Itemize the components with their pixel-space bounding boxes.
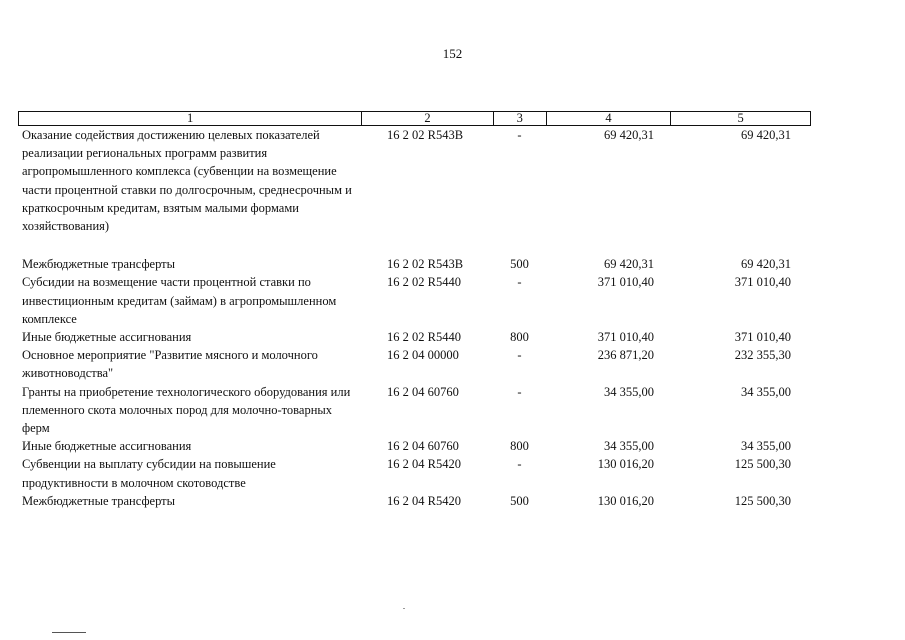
row-sum-1: 236 871,20 — [597, 348, 654, 363]
footer-rule — [52, 632, 86, 633]
row-sum-2: 69 420,31 — [741, 128, 791, 142]
row-sum-1: 34 355,00 — [604, 384, 654, 399]
table-row — [18, 126, 811, 235]
row-sum-1: 34 355,00 — [604, 439, 654, 454]
row-sum-2: 34 355,00 — [741, 439, 791, 454]
budget-table — [18, 111, 811, 510]
table-row — [18, 273, 811, 328]
row-code: 16 2 04 00000 — [387, 348, 459, 363]
table-row — [18, 328, 811, 346]
row-name: Основное мероприятие "Развитие мясного и молочного животноводства" — [22, 348, 318, 381]
table-header — [18, 111, 811, 126]
row-sum-1: 371 010,40 — [597, 330, 654, 345]
row-code: 16 2 04 R5420 — [387, 457, 461, 472]
row-name: Иные бюджетные ассигнования — [22, 439, 192, 454]
row-sum-2: 232 355,30 — [734, 348, 791, 363]
header-col-2: 2 — [361, 112, 493, 125]
row-code: 16 2 04 R5420 — [387, 493, 461, 508]
row-name: Межбюджетные трансферты — [22, 493, 176, 508]
row-sum-1: 69 420,31 — [604, 257, 654, 272]
row-type: - — [517, 384, 522, 399]
row-sum-1: 371 010,40 — [597, 275, 654, 290]
page-number: 152 — [442, 46, 463, 61]
row-sum-2: 34 355,00 — [741, 384, 791, 399]
row-name: Оказание содействия достижению целевых показателей реализации региональных программ развития агропромышленного комплекса (субвенции на возмещение части процентной ставки по долгосрочным, среднесрочным и краткосрочным кредитам, взятым малыми формами хозяйствования) — [22, 128, 352, 234]
row-name: Иные бюджетные ассигнования — [22, 330, 192, 345]
row-sum-2: 69 420,31 — [741, 257, 791, 272]
row-sum-2: 125 500,30 — [734, 493, 791, 508]
row-type: 500 — [510, 493, 529, 508]
row-gap — [18, 235, 811, 255]
row-sum-2: 125 500,30 — [734, 457, 791, 472]
row-type: 800 — [510, 439, 529, 454]
table-row — [18, 346, 811, 382]
row-name: Субвенции на выплату субсидии на повышение продуктивности в молочном скотоводстве — [22, 457, 276, 490]
row-type: - — [517, 275, 522, 290]
table-row — [18, 383, 811, 438]
row-code: 16 2 02 R5440 — [387, 330, 461, 345]
row-code: 16 2 02 R543В — [387, 128, 464, 142]
header-col-1: 1 — [186, 111, 194, 125]
row-type: - — [517, 348, 522, 363]
table-row — [18, 492, 811, 510]
row-sum-1: 130 016,20 — [597, 457, 654, 472]
scan-speck — [403, 608, 405, 609]
row-name: Гранты на приобретение технологического оборудования или племенного скота молочных пород для молочно-товарных ферм — [22, 384, 351, 436]
table-row — [18, 437, 811, 455]
row-code: 16 2 02 R5440 — [387, 275, 461, 290]
row-name: Межбюджетные трансферты — [22, 257, 176, 272]
row-type: 800 — [510, 330, 529, 345]
table-row — [18, 455, 811, 491]
header-col-4: 4 — [546, 112, 671, 125]
row-code: 16 2 04 60760 — [387, 439, 459, 454]
row-code: 16 2 02 R543В — [387, 257, 464, 272]
row-sum-1: 69 420,31 — [604, 128, 654, 142]
table-row — [18, 255, 811, 273]
row-type: 500 — [510, 257, 529, 272]
row-code: 16 2 04 60760 — [387, 384, 459, 399]
row-type: - — [517, 128, 522, 142]
row-sum-2: 371 010,40 — [734, 275, 791, 290]
row-name: Субсидии на возмещение части процентной ставки по инвестиционным кредитам (займам) в агропромышленном комплексе — [22, 275, 337, 326]
row-type: - — [517, 457, 522, 472]
row-sum-1: 130 016,20 — [597, 493, 654, 508]
row-sum-2: 371 010,40 — [734, 330, 791, 345]
header-col-3: 3 — [493, 112, 546, 125]
header-col-5: 5 — [670, 112, 810, 125]
